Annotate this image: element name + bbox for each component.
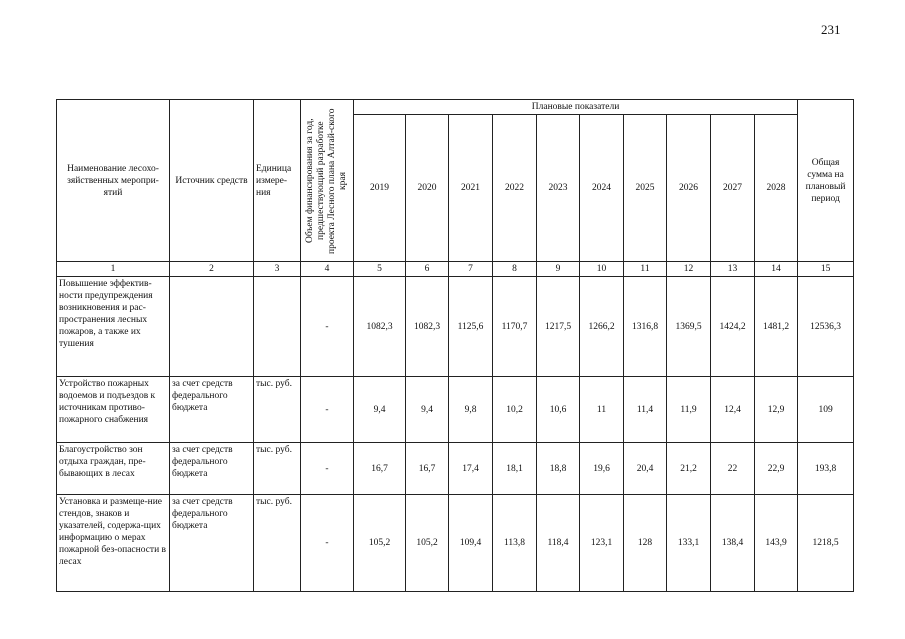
year-value: 109,4 <box>449 495 493 592</box>
forest-plan-table <box>56 99 854 592</box>
column-number: 6 <box>406 262 449 277</box>
table-row <box>57 377 854 443</box>
funding-source: за счет средств федерального бюджета <box>170 377 254 443</box>
year-value: 105,2 <box>354 495 406 592</box>
year-value: 16,7 <box>406 443 449 495</box>
year-value: 21,2 <box>667 443 711 495</box>
total-value: 12536,3 <box>798 277 854 377</box>
unit: тыс. руб. <box>254 495 301 592</box>
header-unit: Единица измере-ния <box>254 100 301 262</box>
total-value: 109 <box>798 377 854 443</box>
column-number: 7 <box>449 262 493 277</box>
year-value: 17,4 <box>449 443 493 495</box>
year-value: 143,9 <box>755 495 798 592</box>
year-value: 1266,2 <box>580 277 624 377</box>
year-value: 1481,2 <box>755 277 798 377</box>
table-row <box>57 443 854 495</box>
header-prior-financing-text: Объем финансирования за год, предшествующий разработке проекта Лесного плана Алтай-ского края <box>305 107 348 254</box>
page-number: 231 <box>821 22 841 37</box>
year-value: 22,9 <box>755 443 798 495</box>
column-number: 5 <box>354 262 406 277</box>
year-value: 1082,3 <box>354 277 406 377</box>
year-value: 1170,7 <box>493 277 537 377</box>
year-value: 12,9 <box>755 377 798 443</box>
unit: тыс. руб. <box>254 443 301 495</box>
total-value: 193,8 <box>798 443 854 495</box>
year-value: 10,2 <box>493 377 537 443</box>
funding-source <box>170 277 254 377</box>
year-value: 1082,3 <box>406 277 449 377</box>
year-value: 11,9 <box>667 377 711 443</box>
table-row <box>57 495 854 592</box>
prior-financing: - <box>301 495 354 592</box>
prior-financing: - <box>301 377 354 443</box>
year-value: 133,1 <box>667 495 711 592</box>
column-number: 12 <box>667 262 711 277</box>
year-value: 118,4 <box>537 495 580 592</box>
year-value: 128 <box>624 495 667 592</box>
total-value: 1218,5 <box>798 495 854 592</box>
prior-financing: - <box>301 277 354 377</box>
year-value: 138,4 <box>711 495 755 592</box>
year-value: 22 <box>711 443 755 495</box>
header-year: 2023 <box>537 115 580 262</box>
header-total: Общая сумма на плановый период <box>798 100 854 262</box>
year-value: 11 <box>580 377 624 443</box>
header-year: 2028 <box>755 115 798 262</box>
unit <box>254 277 301 377</box>
column-number: 11 <box>624 262 667 277</box>
header-year: 2027 <box>711 115 755 262</box>
header-year: 2022 <box>493 115 537 262</box>
activity-name: Благоустройство зон отдыха граждан, пре-бывающих в лесах <box>57 443 170 495</box>
year-value: 1125,6 <box>449 277 493 377</box>
year-value: 12,4 <box>711 377 755 443</box>
year-value: 105,2 <box>406 495 449 592</box>
year-value: 113,8 <box>493 495 537 592</box>
year-value: 9,8 <box>449 377 493 443</box>
header-name: Наименование лесохо-зяйственных меропри-ятий <box>57 100 170 262</box>
year-value: 16,7 <box>354 443 406 495</box>
header-prior-financing <box>301 100 354 262</box>
year-value: 1424,2 <box>711 277 755 377</box>
year-value: 9,4 <box>406 377 449 443</box>
year-value: 1217,5 <box>537 277 580 377</box>
year-value: 11,4 <box>624 377 667 443</box>
table-row <box>57 277 854 377</box>
header-year: 2019 <box>354 115 406 262</box>
activity-name: Повышение эффектив-ности предупреждения возникновения и рас-пространения лесных пожаров, а также их тушения <box>57 277 170 377</box>
column-number-row <box>57 262 854 277</box>
column-number: 2 <box>170 262 254 277</box>
year-value: 20,4 <box>624 443 667 495</box>
prior-financing: - <box>301 443 354 495</box>
unit: тыс. руб. <box>254 377 301 443</box>
activity-name: Установка и размеще-ние стендов, знаков и указателей, содержа-щих информацию о мерах пожарной без-опасности в лесах <box>57 495 170 592</box>
year-value: 123,1 <box>580 495 624 592</box>
header-year: 2020 <box>406 115 449 262</box>
column-number: 15 <box>798 262 854 277</box>
year-value: 9,4 <box>354 377 406 443</box>
column-number: 3 <box>254 262 301 277</box>
header-year: 2026 <box>667 115 711 262</box>
header-source: Источник средств <box>170 100 254 262</box>
column-number: 10 <box>580 262 624 277</box>
column-number: 1 <box>57 262 170 277</box>
header-planned-group: Плановые показатели <box>354 100 798 115</box>
year-value: 19,6 <box>580 443 624 495</box>
header-year: 2021 <box>449 115 493 262</box>
year-value: 1316,8 <box>624 277 667 377</box>
header-year: 2024 <box>580 115 624 262</box>
year-value: 1369,5 <box>667 277 711 377</box>
column-number: 9 <box>537 262 580 277</box>
column-number: 8 <box>493 262 537 277</box>
funding-source: за счет средств федерального бюджета <box>170 443 254 495</box>
column-number: 4 <box>301 262 354 277</box>
column-number: 14 <box>755 262 798 277</box>
funding-source: за счет средств федерального бюджета <box>170 495 254 592</box>
column-number: 13 <box>711 262 755 277</box>
year-value: 18,8 <box>537 443 580 495</box>
year-value: 10,6 <box>537 377 580 443</box>
header-year: 2025 <box>624 115 667 262</box>
year-value: 18,1 <box>493 443 537 495</box>
activity-name: Устройство пожарных водоемов и подъездов к источникам противо-пожарного снабжения <box>57 377 170 443</box>
